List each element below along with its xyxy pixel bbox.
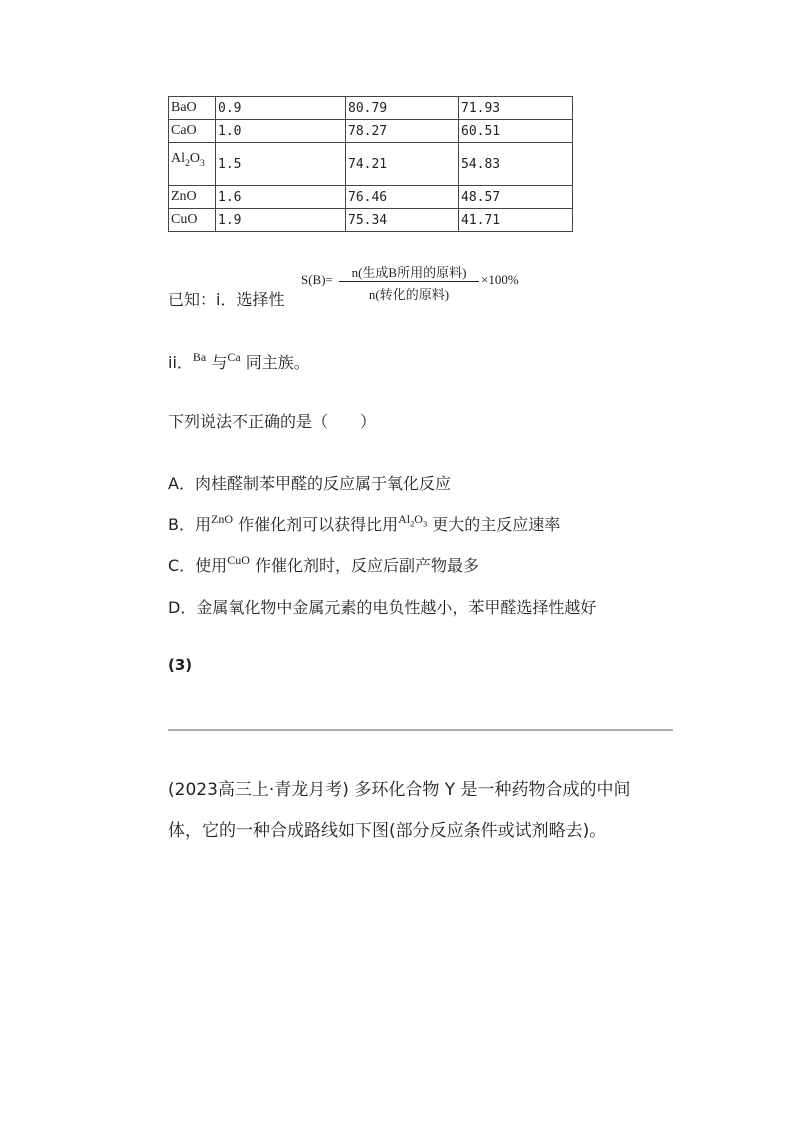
table-cell: 48.57 (459, 186, 573, 209)
table-cell: 74.21 (346, 143, 459, 186)
table-row (169, 209, 573, 232)
table-cell: 71.93 (459, 97, 573, 120)
catalyst-table (168, 96, 573, 232)
table-cell: 0.9 (216, 97, 346, 120)
known-label: 已知：i．选择性 (168, 290, 285, 309)
table-row (169, 97, 573, 120)
part-3-label: (3) (168, 656, 193, 674)
table-cell: 41.71 (459, 209, 573, 232)
table-cell: 78.27 (346, 120, 459, 143)
oxide-cell: CaO (169, 120, 216, 143)
formula-rhs: ×100% (481, 272, 519, 287)
option-a: A．肉桂醛制苯甲醛的反应属于氧化反应 (168, 474, 451, 493)
oxide-cell: ZnO (169, 186, 216, 209)
table-cell: 1.5 (216, 143, 346, 186)
option-d: D．金属氧化物中金属元素的电负性越小，苯甲醛选择性越好 (168, 598, 597, 617)
next-question-line-1: (2023高三上·青龙月考) 多环化合物 Y 是一种药物合成的中间 (168, 780, 631, 800)
option-c: C．使用$^{CuO}$ 作催化剂时，反应后副产物最多 (168, 553, 479, 575)
table-cell: 75.34 (346, 209, 459, 232)
table-cell: 1.6 (216, 186, 346, 209)
question-stem: 下列说法不正确的是（ ） (168, 412, 377, 431)
formula-numerator: n(生成B所用的原料) (351, 265, 467, 280)
formula-denominator: n(转化的原料) (368, 287, 450, 302)
oxide-cell: BaO (169, 97, 216, 120)
option-b: B．用$^{ZnO}$ 作催化剂可以获得比用$^{Al_2O_3}$ 更大的主反应速率 (168, 512, 561, 534)
next-question-line-2: 体，它的一种合成路线如下图(部分反应条件或试剂略去)。 (168, 821, 607, 841)
known-item-2: ii．$^{Ba}$ 与$^{Ca}$ 同主族。 (168, 350, 310, 372)
table-cell: 60.51 (459, 120, 573, 143)
table-cell: 76.46 (346, 186, 459, 209)
formula-lhs: S(B)= (301, 272, 333, 287)
table-cell: 1.0 (216, 120, 346, 143)
oxide-cell: CuO (169, 209, 216, 232)
table-cell: 80.79 (346, 97, 459, 120)
table-row (169, 120, 573, 143)
table-cell: 54.83 (459, 143, 573, 186)
table-row (169, 186, 573, 209)
section-divider (168, 729, 673, 731)
table-cell: 1.9 (216, 209, 346, 232)
oxide-cell: $Al_2O_3$ (169, 143, 216, 186)
table-row (169, 143, 573, 186)
fraction-bar (339, 281, 479, 282)
